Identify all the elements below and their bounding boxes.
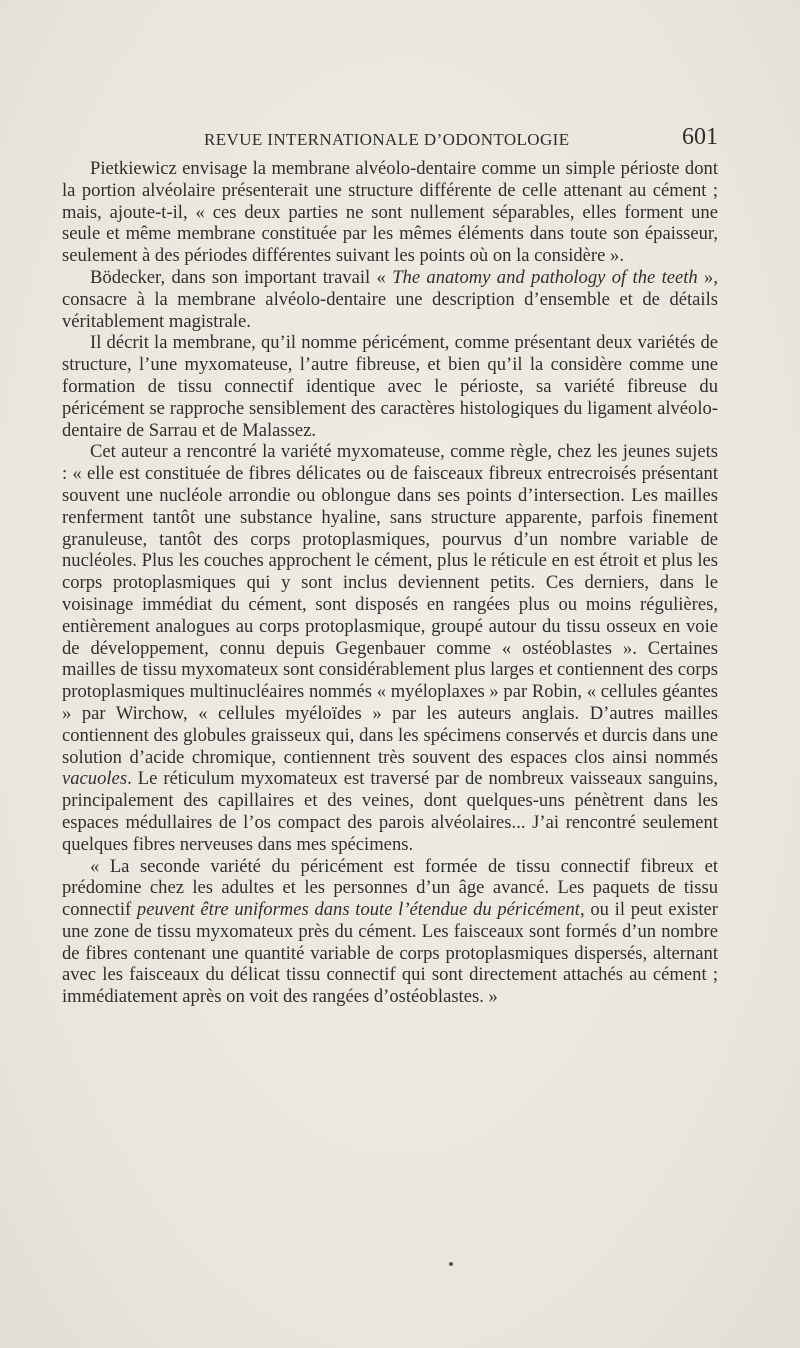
paragraph-membrane-description	[62, 332, 718, 441]
paragraph-bodecker	[62, 267, 718, 332]
text-segment: Il décrit la membrane, qu’il nomme péricément, comme présentant deux variétés de structure, l’une myxomateuse, l’autre fibreuse, et bien qu’il la considère comme une formation de tissu connectif identique avec le périoste, sa variété fibreuse du péricément se rapproche sensiblement des caractères histologiques du ligament alvéolo-dentaire de Sarrau et de Malassez.	[62, 332, 718, 441]
paragraph-pietkiewicz	[62, 158, 718, 267]
ink-speck	[449, 1262, 453, 1266]
italic-term: vacuoles	[62, 768, 128, 790]
text-segment: Pietkiewicz envisage la membrane alvéolo-dentaire comme un simple périoste dont la portion alvéolaire présenterait une structure différente de celle attenant au cément ; mais, ajoute-t-il, « ces deux parties ne sont nullement séparables, elles forment une seule et même membrane constituée par les mêmes éléments dans toute son épaisseur, seulement à des périodes différentes suivant les points où on la considère ».	[62, 158, 718, 267]
page-number: 601	[682, 124, 718, 150]
text-segment: Cet auteur a rencontré la variété myxomateuse, comme règle, chez les jeunes sujets : « elle est constituée de fibres délicates ou de faisceaux fibreux entrecroisés présentant souvent une nucléole arrondie ou oblongue dans ses points d’intersection. Les mailles renferment tantôt une substance hyaline, sans structure apparente, parfois finement granuleuse, tantôt des corps protoplasmiques, pourvus d’un nombre variable de nucléoles. Plus les couches approchent le cément, plus le réticule en est étroit et plus les corps protoplasmiques qui y sont inclus deviennent petits. Ces derniers, dans le voisinage immédiat du cément, sont disposés en rangées plus ou moins régulières, entièrement analogues au corps protoplasmique, groupé autour du tissu osseux en voie de développement, connu depuis Gegenbauer comme « ostéoblastes ». Certaines mailles de tissu myxomateux sont considérablement plus larges et contiennent des corps protoplasmiques multinucléaires nommés « myéloplaxes » par Robin, « cellules géantes » par Wirchow, « cellules myéloïdes » par les auteurs anglais. D’autres mailles contiennent des globules graisseux qui, dans les spécimens conservés et durcis dans une solution d’acide chromique, contiennent très souvent des espaces clos ainsi nommés	[62, 441, 718, 768]
italic-phrase: peuvent être uniformes dans toute l’étendue du péricément	[136, 899, 580, 921]
paragraph-myxomateuse	[62, 441, 718, 855]
text-segment: . Le réticulum myxomateux est traversé par de nombreux vaisseaux sanguins, principalement des capillaires et des veines, dont quelques-uns pénètrent dans les espaces médullaires de l’os compact des parois alvéolaires... J’ai rencontré seulement quelques fibres nerveuses dans mes spécimens.	[62, 768, 718, 855]
text-segment: Bödecker, dans son important travail «	[90, 266, 393, 288]
text-segment: , ou il peut exister une zone de tissu myxomateux près du cément. Les faisceaux sont formés d’un nombre de fibres contenant une quantité variable de corps protoplasmiques dispersés, alternant avec les faisceaux du délicat tissu connectif qui sont directement attachés au cément ; immédiatement après on voit des rangées d’ostéoblastes. »	[62, 899, 718, 1008]
text-segment: », consacre à la membrane alvéolo-dentaire une description d’ensemble et de détails véritablement magistrale.	[62, 266, 719, 332]
running-head: REVUE INTERNATIONALE D’ODONTOLOGIE	[204, 130, 570, 149]
body-text	[62, 158, 718, 1008]
page-header	[62, 124, 718, 154]
work-title: The anatomy and pathology of the teeth	[392, 266, 698, 288]
paragraph-fibreuse	[62, 856, 718, 1009]
text-segment: « La seconde variété du péricément est formée de tissu connectif fibreux et prédomine chez les adultes et les personnes d’un âge avancé. Les paquets de tissu connectif	[62, 855, 718, 921]
